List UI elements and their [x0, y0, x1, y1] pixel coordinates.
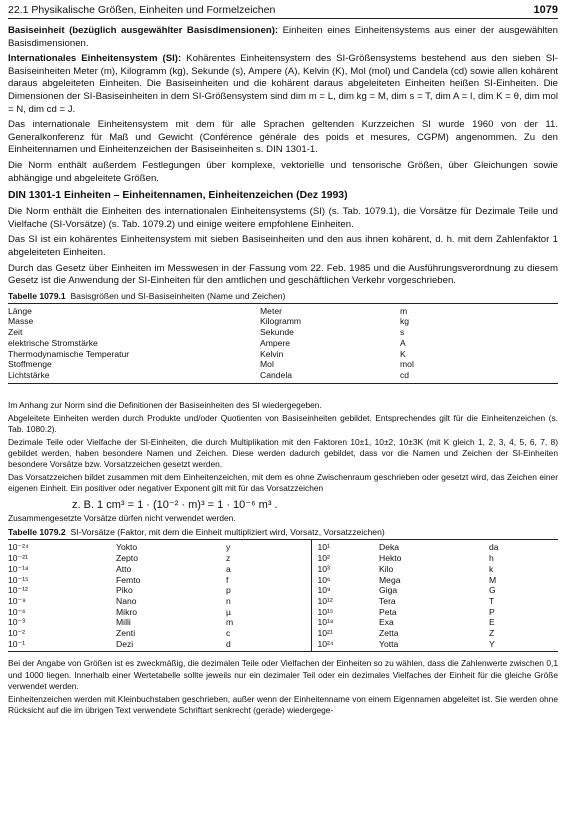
- prefix-symbol-cell: h: [489, 553, 494, 564]
- prefix-symbol-cell: n: [226, 595, 231, 606]
- factor-cell: 10⁶: [311, 575, 379, 586]
- prefix-name-cell: Milli: [116, 617, 131, 628]
- factor-cell: 10⁻¹: [8, 638, 25, 649]
- unit-name-cell: Ampere: [260, 337, 291, 348]
- text-si: Kohärentes Einheitensystem des SI-Größensystems bestehend aus den sieben SI-Basiseinheiten Meter (m), Kilogramm (kg), Sekunde (s), Ampere (A), Kelvin (K), Mol (mol) und Candela (cd) sowie allen kohärent daraus abgeleiteten Einheiten. Die Basiseinheiten und die kohärent daraus abgeleiteten Einheiten heißen SI-Einheiten. Die Dimensionen der SI-Basiseinheiten in dem SI-Größensystem sind dim m = L, dim kg = M, dim s = T, dim A = I, dim K = θ, dim mol = N, dim cd = J.: [8, 53, 558, 115]
- table-row: [8, 370, 558, 383]
- quantity-cell: Länge: [8, 305, 32, 316]
- table-1-caption-text: Basisgrößen und SI-Basiseinheiten (Name und Zeichen): [70, 290, 286, 301]
- quantity-cell: elektrische Stromstärke: [8, 337, 98, 348]
- prefix-name-cell: Yokto: [116, 542, 138, 553]
- unit-name-cell: Kelvin: [260, 348, 284, 359]
- table-2-label: Tabelle 1079.2: [8, 527, 66, 538]
- definition-si: [8, 53, 558, 116]
- table-row: [8, 639, 558, 652]
- page-number: 1079: [533, 4, 558, 16]
- unit-symbol-cell: kg: [400, 316, 410, 327]
- prefix-name-cell: Zetta: [379, 628, 399, 639]
- prefix-name-cell: Zenti: [116, 628, 136, 639]
- table-row: [8, 540, 558, 553]
- prefix-symbol-cell: c: [226, 628, 231, 639]
- factor-cell: 10⁻¹⁸: [8, 563, 29, 574]
- factor-cell: 10⁻²: [8, 628, 25, 639]
- section-heading-din: DIN 1301-1 Einheiten – Einheitennamen, Einheitenzeichen (Dez 1993): [8, 190, 348, 202]
- table-row: [8, 617, 558, 628]
- factor-cell: 10³: [311, 564, 379, 575]
- note-annex: Im Anhang zur Norm sind die Definitionen der Basiseinheiten des SI wiedergegeben.: [8, 399, 322, 410]
- table-row: [8, 585, 558, 596]
- unit-name-cell: Sekunde: [260, 327, 294, 338]
- quantity-cell: Masse: [8, 316, 34, 327]
- quantity-cell: Thermodynamische Temperatur: [8, 348, 130, 359]
- prefix-name-cell: Tera: [379, 595, 396, 606]
- factor-cell: 10⁻²⁴: [8, 542, 29, 553]
- table-row: [8, 575, 558, 586]
- prefix-name-cell: Kilo: [379, 563, 394, 574]
- term-si: Internationales Einheitensystem (SI):: [8, 53, 182, 65]
- prefix-symbol-cell: P: [489, 606, 495, 617]
- table-2-caption-text: SI-Vorsätze (Faktor, mit dem die Einheit multipliziert wird, Vorsatz, Vorsatzzeichen): [70, 527, 385, 538]
- factor-cell: 10¹⁵: [311, 607, 379, 618]
- table-2-caption: [8, 527, 558, 537]
- factor-cell: 10⁹: [311, 585, 379, 596]
- quantity-cell: Zeit: [8, 327, 23, 338]
- prefix-name-cell: Atto: [116, 563, 132, 574]
- si-prefixes-table: [8, 539, 558, 652]
- prefix-name-cell: Peta: [379, 606, 397, 617]
- prefix-symbol-cell: y: [226, 542, 231, 553]
- table-row: [8, 628, 558, 639]
- prefix-name-cell: Femto: [116, 574, 141, 585]
- factor-cell: 10⁻²¹: [8, 553, 28, 564]
- prefix-symbol-cell: p: [226, 585, 231, 596]
- prefix-symbol-cell: m: [226, 617, 234, 628]
- prefix-symbol-cell: G: [489, 585, 496, 596]
- prefix-symbol-cell: d: [226, 638, 231, 649]
- formula-example: z. B. 1 cm³ = 1 · (10⁻² · m)³ = 1 · 10⁻⁶ m³ .: [72, 499, 278, 512]
- table-row: [8, 338, 558, 349]
- term-basiseinheit: Basiseinheit (bezüglich ausgewählter Basisdimensionen):: [8, 25, 279, 36]
- base-units-table: [8, 303, 558, 384]
- table-1-label: Tabelle 1079.1: [8, 290, 66, 301]
- unit-symbol-cell: K: [400, 348, 406, 359]
- prefix-symbol-cell: µ: [226, 606, 231, 617]
- unit-name-cell: Candela: [260, 369, 293, 380]
- page-header: [8, 4, 558, 19]
- prefix-name-cell: Zepto: [116, 553, 138, 564]
- note-prefix-symbol: Das Vorsatzzeichen bildet zusammen mit dem Einheitenzeichen, mit dem es ohne Zwischenraum geschrieben oder gesetzt wird, das Zeichen einer eigenen Einheit. Ein positiver oder negativer Exponent gilt mit für das Vorsatzzeichen: [8, 472, 558, 494]
- prefix-symbol-cell: f: [226, 574, 229, 585]
- factor-cell: 10²¹: [311, 628, 379, 639]
- factor-cell: 10²: [311, 553, 379, 564]
- paragraph-norm-contents: Die Norm enthält außerdem Festlegungen über komplexe, vektorielle und tensorische Größen, über Gleichungen sowie abhängige und abgeleitete Größen.: [8, 159, 558, 184]
- factor-cell: 10⁻¹⁵: [8, 574, 29, 585]
- unit-name-cell: Mol: [260, 359, 274, 370]
- factor-cell: 10¹: [311, 540, 379, 553]
- table-row: [8, 316, 558, 327]
- prefix-name-cell: Giga: [379, 585, 398, 596]
- prefix-name-cell: Mikro: [116, 606, 138, 617]
- unit-symbol-cell: A: [400, 337, 406, 348]
- prefix-symbol-cell: a: [226, 563, 231, 574]
- prefix-name-cell: Deka: [379, 542, 400, 553]
- factor-cell: 10¹⁸: [311, 617, 379, 628]
- prefix-symbol-cell: Z: [489, 628, 495, 639]
- factor-cell: 10²⁴: [311, 639, 379, 652]
- prefix-symbol-cell: da: [489, 542, 499, 553]
- unit-symbol-cell: mol: [400, 359, 414, 370]
- table-row: [8, 303, 558, 316]
- table-row: [8, 349, 558, 360]
- header-section-title: 22.1 Physikalische Größen, Einheiten und Formelzeichen: [8, 4, 276, 16]
- paragraph-si-history: Das internationale Einheitensystem mit dem für alle Sprachen geltenden Kurzzeichen SI wurde 1960 von der 11. Generalkonferenz für Maß und Gewicht (Conférence générale des poids et mesures, CGPM) angenommen. Zu den Einheitennamen und Einheitenzeichen der Basiseinheiten s. DIN 1301-1.: [8, 119, 558, 156]
- factor-cell: 10⁻⁶: [8, 606, 26, 617]
- table-1-caption: [8, 291, 558, 301]
- factor-cell: 10¹²: [311, 596, 379, 607]
- definition-basiseinheit: [8, 25, 558, 50]
- note-derived-units: Abgeleitete Einheiten werden durch Produkte und/oder Quotienten von Basiseinheiten gebildet. Entsprechendes gilt für die Einheitenzeichen (s. Tab. 1080.2).: [8, 412, 558, 434]
- table-row: [8, 596, 558, 607]
- unit-symbol-cell: m: [400, 305, 408, 316]
- prefix-name-cell: Hekto: [379, 553, 402, 564]
- prefix-symbol-cell: T: [489, 595, 495, 606]
- prefix-name-cell: Exa: [379, 617, 394, 628]
- unit-name-cell: Meter: [260, 305, 282, 316]
- factor-cell: 10⁻⁹: [8, 595, 26, 606]
- prefix-name-cell: Yotta: [379, 638, 399, 649]
- prefix-symbol-cell: E: [489, 617, 495, 628]
- paragraph-din-1: Die Norm enthält die Einheiten des internationalen Einheitensystems (SI) (s. Tab. 1079.1), die Vorsätze für Dezimale Teile und Vielfache (SI-Vorsätze) (s. Tab. 1079.2) und einige weitere empfohlene Einheiten.: [8, 206, 558, 230]
- prefix-name-cell: Mega: [379, 574, 401, 585]
- paragraph-din-3: Durch das Gesetz über Einheiten im Messwesen in der Fassung vom 22. Feb. 1985 und die Ausführungsverordnung zu diesem Gesetz ist die Anwendung der SI-Einheiten für den amtlichen und geschäftlichen Verkehr vorgeschrieben.: [8, 262, 558, 287]
- prefix-symbol-cell: k: [489, 563, 494, 574]
- quantity-cell: Lichtstärke: [8, 369, 50, 380]
- prefix-symbol-cell: z: [226, 553, 231, 564]
- paragraph-value-range: Bei der Angabe von Größen ist es zweckmäßig, die dezimalen Teile oder Vielfachen der Einheiten so zu wählen, dass die Zahlenwerte zwischen 0,1 und 1000 liegen. Innerhalb einer Wertetabelle sollte jeweils nur ein dezimaler Teil oder ein dezimales Vielfaches der Einheit für die gleiche Größe verwendet werden.: [8, 658, 558, 691]
- factor-cell: 10⁻³: [8, 617, 25, 628]
- prefix-name-cell: Dezi: [116, 638, 134, 649]
- note-decimal-multiples: Dezimale Teile oder Vielfache der SI-Einheiten, die durch Multiplikation mit den Faktoren 10±1, 10±2, 10±3K (mit K gleich 1, 2, 3, 4, 5, 6, 7, 8) gebildet werden, haben besondere Namen und Zeichen. Diese werden dadurch gebildet, dass vor die Namen und Zeichen der SI-Einheiten besondere Vorsätze bzw. Vorsatzzeichen gesetzt werden.: [8, 436, 558, 470]
- text-basiseinheit: Einheiten eines Einheitensystems aus einer der ausgewählten Basisdimensionen.: [8, 25, 558, 49]
- table-row: [8, 359, 558, 370]
- table-row: [8, 553, 558, 564]
- quantity-cell: Stoffmenge: [8, 359, 52, 370]
- paragraph-unit-symbols: Einheitenzeichen werden mit Kleinbuchstaben geschrieben, außer wenn der Einheitenname von einem Eigennamen abgeleitet ist. Sie werden ohne Rücksicht auf die im übrigen Text verwendete Schriftart senkrecht (gerade) wiedergege-: [8, 693, 558, 715]
- table-row: [8, 607, 558, 618]
- table-row: [8, 564, 558, 575]
- prefix-name-cell: Piko: [116, 585, 133, 596]
- table-row: [8, 327, 558, 338]
- note-compound-prefixes: Zusammengesetzte Vorsätze dürfen nicht verwendet werden.: [8, 513, 236, 524]
- prefix-symbol-cell: Y: [489, 638, 495, 649]
- paragraph-din-2: Das SI ist ein kohärentes Einheitensystem mit sieben Basiseinheiten und den aus ihnen kohärent, d. h. mit dem Zahlenfaktor 1 abgeleiteten Einheiten.: [8, 234, 558, 258]
- unit-symbol-cell: cd: [400, 369, 410, 380]
- unit-symbol-cell: s: [400, 327, 405, 338]
- prefix-symbol-cell: M: [489, 574, 497, 585]
- factor-cell: 10⁻¹²: [8, 585, 28, 596]
- prefix-name-cell: Nano: [116, 595, 137, 606]
- unit-name-cell: Kilogramm: [260, 316, 302, 327]
